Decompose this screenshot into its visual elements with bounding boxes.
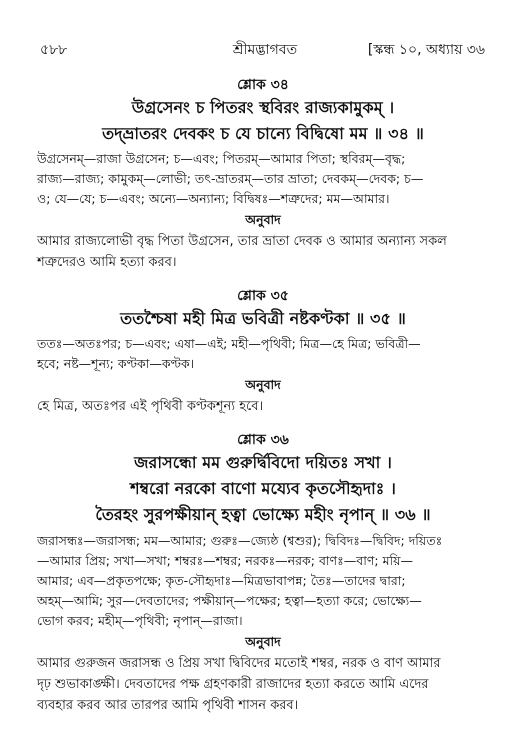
sloka-34-translation-line-2: শত্রুদেরও আমি হত্যা করব। [37, 255, 177, 270]
sloka-36-verse-line-3: তৈরহং সুরপক্ষীয়ান্ হত্বা ভোক্ষ্যে মহীং নৃপান্ ॥ ৩৬ ॥ [95, 505, 431, 524]
sloka-35-translation-line-1: হে মিত্র, অতঃপর এই পৃথিবী কণ্টকশূন্য হবে। [37, 399, 264, 414]
sloka-35-heading: শ্লোক ৩৫ [237, 288, 289, 304]
sloka-34-synonyms-line-2: রাজ্য—রাজ্য; কামুকম্—লোভী; তৎ-ভ্রাতরম্—তার ভ্রাতা; দেবকম্—দেবক; চ— [37, 171, 424, 186]
sloka-34-synonyms-line-3: ও; যে—যে; চ—এবং; অন্যে—অন্যান্য; বিদ্বিষঃ—শত্রুদের; মম—আমার। [37, 191, 390, 206]
sloka-36-synonyms-line-1: জরাসন্ধঃ—জরাসন্ধ; মম—আমার; গুরুঃ—জ্যেষ্ঠ (শ্বশুর); দ্বিবিদঃ—দ্বিবিদ; দয়িতঃ [37, 533, 443, 548]
page-number: ৫৮৮ [40, 42, 68, 58]
chapter-reference: [স্কন্ধ ১০, অধ্যায় ৩৬ [367, 42, 485, 58]
sloka-36-synonyms-line-5: ভোগ করব; মহীম্—পৃথিবী; নৃপান্—রাজা। [37, 613, 243, 628]
sloka-34-heading: শ্লোক ৩৪ [237, 77, 289, 93]
sloka-36-translation-line-2: দৃঢ় শুভাকাঙ্ক্ষী। দেবতাদের পক্ষ গ্রহণকারী রাজাদের হত্যা করতে আমি এদের [37, 677, 429, 692]
sloka-36-translation-line-3: ব্যবহার করব আর তারপর আমি পৃথিবী শাসন করব। [37, 698, 299, 713]
sloka-36-verse-line-1: জরাসন্ধো মম গুরুর্দ্বিবিদো দয়িতঃ সখা । [134, 453, 392, 472]
sloka-36-synonyms-line-2: —আমার প্রিয়; সখা—সখা; শম্বরঃ—শম্বর; নরকঃ—নরক; বাণঃ—বাণ; ময়ি— [37, 553, 413, 568]
sloka-35-synonyms-line-1: ততঃ—অতঃপর; চ—এবং; এষা—এই; মহী—পৃথিবী; মিত্র—হে মিত্র; ভবিত্রী— [37, 336, 421, 351]
sloka-36-translation-label: অনুবাদ [245, 634, 281, 649]
page-header [0, 38, 525, 58]
sloka-36-translation-line-1: আমার গুরুজন জরাসন্ধ ও প্রিয় সখা দ্বিবিদের মতোই শম্বর, নরক ও বাণ আমার [37, 656, 441, 671]
sloka-35-translation-label: অনুবাদ [245, 377, 281, 392]
sloka-36-heading: শ্লোক ৩৬ [237, 432, 289, 448]
sloka-34-translation-label: অনুবাদ [245, 212, 281, 227]
sloka-36-synonyms-line-4: অহম্—আমি; সুর—দেবতাদের; পক্ষীয়ান্—পক্ষের; হত্বা—হত্যা করে; ভোক্ষ্যে— [37, 593, 422, 608]
sloka-34-verse-line-1: উগ্রসেনং চ পিতরং স্থবিরং রাজ্যকামুকম্ । [131, 98, 395, 117]
running-title: শ্রীমদ্ভাগবত [232, 42, 298, 58]
sloka-35-verse-line-1: ততশ্চৈষা মহী মিত্র ভবিত্রী নষ্টকণ্টকা ॥ ৩৫ ॥ [120, 309, 406, 328]
sloka-34-verse-line-2: তদ্‌ভ্রাতরং দেবকং চ যে চান্যে বিদ্বিষো মম ॥ ৩৪ ॥ [102, 124, 424, 143]
sloka-34-translation-line-1: আমার রাজ্যলোভী বৃদ্ধ পিতা উগ্রসেন, তার ভ্রাতা দেবক ও আমার অন্যান্য সকল [37, 234, 447, 249]
sloka-36-synonyms-line-3: আমার; এব—প্রকৃতপক্ষে; কৃত-সৌহৃদাঃ—মিত্রভাবাপন্ন; তৈঃ—তাদের দ্বারা; [37, 573, 406, 588]
sloka-34-synonyms-line-1: উগ্রসেনম্—রাজা উগ্রসেন; চ—এবং; পিতরম্—আমার পিতা; স্থবিরম্—বৃদ্ধ; [37, 151, 406, 166]
sloka-35-synonyms-line-2: হবে; নষ্ট—শূন্য; কণ্টকা—কণ্টক। [37, 356, 195, 371]
sloka-36-verse-line-2: শম্বরো নরকো বাণো ময্যেব কৃতসৌহৃদাঃ । [130, 479, 396, 498]
